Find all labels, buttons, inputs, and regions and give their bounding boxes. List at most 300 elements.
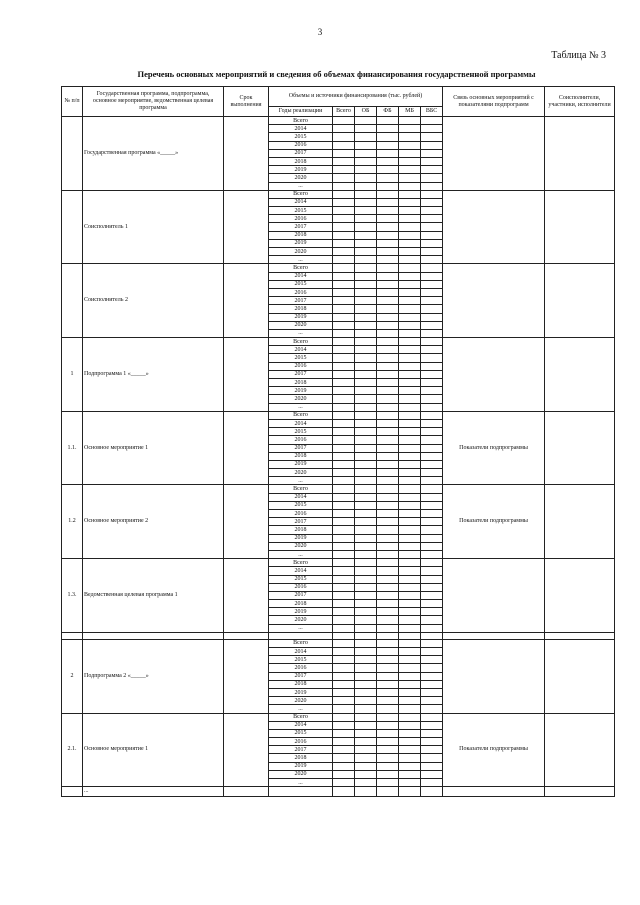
funding-cell [333,354,355,362]
funding-cell [377,656,399,664]
funding-cell [355,403,377,411]
funding-cell [333,526,355,534]
empty-cell [545,787,615,797]
funding-cell [377,362,399,370]
funding-cell [355,149,377,157]
funding-cell [399,713,421,721]
row-number [62,264,83,338]
row-term [224,713,269,787]
funding-cell [355,297,377,305]
funding-cell [355,591,377,599]
funding-cell [355,664,377,672]
funding-cell [399,452,421,460]
row-year: 2014 [269,419,333,427]
funding-cell [333,460,355,468]
funding-cell [399,141,421,149]
funding-cell [355,688,377,696]
row-year: 2018 [269,680,333,688]
funding-cell [399,264,421,272]
funding-cell [333,198,355,206]
funding-cell [421,779,443,787]
row-indicator-link: Показатели подпрограммы [443,485,545,559]
funding-cell [355,362,377,370]
funding-cell [421,411,443,419]
row-year: 2015 [269,354,333,362]
funding-cell [355,575,377,583]
funding-cell [399,779,421,787]
funding-cell [333,346,355,354]
funding-cell [377,477,399,485]
row-number [62,190,83,264]
row-indicator-link [443,639,545,713]
funding-cell [399,550,421,558]
funding-cell [355,313,377,321]
funding-cell [399,485,421,493]
row-year: 2018 [269,452,333,460]
funding-cell [377,493,399,501]
funding-cell [421,305,443,313]
funding-cell [377,444,399,452]
funding-cell [421,329,443,337]
funding-cell [333,770,355,778]
funding-cell [377,354,399,362]
row-program-name: Основное мероприятие 2 [83,485,224,559]
row-indicator-link [443,338,545,412]
funding-cell [377,346,399,354]
continuation-mark: ... [83,787,224,797]
funding-cell [333,713,355,721]
funding-cell [421,379,443,387]
row-year: 2014 [269,648,333,656]
funding-cell [421,149,443,157]
empty-cell [421,787,443,797]
funding-cell [421,223,443,231]
row-year: 2020 [269,616,333,624]
row-indicator-link [443,117,545,191]
funding-cell [333,600,355,608]
funding-cell [355,550,377,558]
funding-cell [333,729,355,737]
row-year: 2020 [269,542,333,550]
row-year: 2015 [269,729,333,737]
funding-cell [333,239,355,247]
row-year: 2018 [269,379,333,387]
funding-cell [377,338,399,346]
empty-cell [443,787,545,797]
empty-cell [377,632,399,639]
row-year: 2015 [269,575,333,583]
funding-cell [399,305,421,313]
funding-cell [355,133,377,141]
funding-cell [421,648,443,656]
funding-cell [333,166,355,174]
funding-cell [333,436,355,444]
funding-cell [421,656,443,664]
funding-cell [421,198,443,206]
funding-cell [377,305,399,313]
funding-cell [377,672,399,680]
funding-cell [333,182,355,190]
funding-cell [421,280,443,288]
funding-cell [333,591,355,599]
row-number: 2.1. [62,713,83,787]
funding-cell [377,117,399,125]
funding-cell [333,705,355,713]
row-year: 2017 [269,591,333,599]
funding-cell [355,469,377,477]
funding-cell [377,157,399,165]
row-year: 2014 [269,198,333,206]
row-year: 2016 [269,215,333,223]
funding-cell [333,149,355,157]
row-indicator-link [443,190,545,264]
funding-cell [355,239,377,247]
funding-cell [355,280,377,288]
funding-cell [377,591,399,599]
funding-cell [421,608,443,616]
funding-cell [399,198,421,206]
header-program: Государственная программа, подпрограмма, основное мероприятие, ведомственная целевая программа [83,87,224,117]
row-program-name: Основное мероприятие 1 [83,411,224,485]
funding-cell [355,485,377,493]
funding-cell [421,239,443,247]
funding-cell [377,280,399,288]
row-number: 1.1. [62,411,83,485]
funding-cell [333,428,355,436]
funding-cell [355,231,377,239]
funding-cell [377,510,399,518]
row-year: ... [269,705,333,713]
row-executors [545,411,615,485]
row-year: 2015 [269,501,333,509]
funding-cell [377,518,399,526]
funding-cell [399,510,421,518]
funding-cell [377,215,399,223]
funding-cell [355,387,377,395]
funding-cell [333,648,355,656]
funding-cell [355,639,377,647]
row-year: 2019 [269,239,333,247]
empty-cell [83,632,224,639]
funding-cell [399,477,421,485]
row-year: Всего [269,713,333,721]
funding-cell [421,559,443,567]
empty-cell [545,632,615,639]
header-fb: ФБ [377,107,399,117]
table-row [62,485,615,493]
funding-cell [399,460,421,468]
funding-cell [421,215,443,223]
funding-cell [421,477,443,485]
row-term [224,485,269,559]
funding-cell [333,469,355,477]
row-year: 2015 [269,207,333,215]
row-year: 2019 [269,688,333,696]
funding-cell [399,288,421,296]
row-executors [545,264,615,338]
row-term [224,639,269,713]
row-year: ... [269,550,333,558]
funding-cell [355,125,377,133]
funding-cell [377,648,399,656]
funding-cell [355,411,377,419]
funding-cell [355,779,377,787]
funding-cell [333,697,355,705]
funding-cell [377,746,399,754]
empty-cell [224,632,269,639]
funding-cell [333,411,355,419]
row-year: 2019 [269,460,333,468]
row-indicator-link [443,559,545,633]
funding-cell [399,624,421,632]
funding-cell [377,239,399,247]
row-year: Всего [269,264,333,272]
funding-cell [333,567,355,575]
funding-cell [421,419,443,427]
row-year: ... [269,779,333,787]
funding-cell [399,157,421,165]
funding-cell [399,608,421,616]
funding-cell [421,672,443,680]
row-year: 2014 [269,125,333,133]
funding-cell [355,215,377,223]
funding-cell [355,338,377,346]
funding-cell [399,518,421,526]
row-term [224,264,269,338]
funding-cell [399,493,421,501]
row-year: 2015 [269,280,333,288]
funding-cell [377,419,399,427]
row-executors [545,639,615,713]
row-year: 2020 [269,321,333,329]
funding-cell [377,729,399,737]
funding-cell [399,656,421,664]
funding-cell [355,223,377,231]
row-program-name: Ведомственная целевая программа 1 [83,559,224,633]
funding-cell [377,379,399,387]
funding-cell [355,770,377,778]
funding-cell [377,207,399,215]
funding-cell [377,248,399,256]
funding-cell [399,190,421,198]
funding-cell [399,567,421,575]
row-executors [545,485,615,559]
funding-cell [355,346,377,354]
funding-cell [333,362,355,370]
funding-cell [333,321,355,329]
funding-cell [399,616,421,624]
funding-cell [399,117,421,125]
funding-cell [333,305,355,313]
header-years: Годы реализации [269,107,333,117]
empty-cell [377,787,399,797]
row-year: 2015 [269,656,333,664]
funding-cell [421,550,443,558]
row-year: 2016 [269,510,333,518]
funding-cell [377,198,399,206]
empty-cell [333,787,355,797]
funding-cell [399,272,421,280]
row-program-name: Соисполнитель 2 [83,264,224,338]
funding-cell [421,469,443,477]
table-row [62,559,615,567]
funding-cell [333,231,355,239]
row-indicator-link: Показатели подпрограммы [443,713,545,787]
funding-cell [399,729,421,737]
row-year: 2017 [269,297,333,305]
funding-cell [421,713,443,721]
header-vbs: ВБС [421,107,443,117]
row-year: 2014 [269,721,333,729]
funding-cell [333,133,355,141]
funding-cell [399,542,421,550]
funding-cell [399,738,421,746]
row-year: 2015 [269,133,333,141]
funding-cell [421,680,443,688]
funding-cell [333,485,355,493]
funding-cell [421,518,443,526]
funding-cell [399,469,421,477]
funding-cell [399,688,421,696]
funding-cell [355,395,377,403]
funding-cell [377,428,399,436]
funding-cell [377,125,399,133]
funding-cell [333,280,355,288]
funding-cell [333,583,355,591]
funding-cell [399,444,421,452]
row-year: 2019 [269,387,333,395]
funding-cell [355,248,377,256]
funding-cell [333,338,355,346]
row-year: 2020 [269,469,333,477]
funding-cell [333,452,355,460]
funding-cell [421,297,443,305]
row-executors [545,338,615,412]
funding-cell [355,288,377,296]
funding-cell [399,362,421,370]
funding-cell [421,248,443,256]
funding-cell [399,387,421,395]
funding-cell [333,518,355,526]
row-year: Всего [269,639,333,647]
empty-cell [421,632,443,639]
row-year: 2020 [269,395,333,403]
funding-cell [399,174,421,182]
funding-cell [421,485,443,493]
funding-cell [421,697,443,705]
funding-cell [421,444,443,452]
funding-cell [377,583,399,591]
funding-cell [333,117,355,125]
funding-cell [333,264,355,272]
row-term [224,559,269,633]
header-executors: Соисполнители, участники, исполнители [545,87,615,117]
funding-cell [377,680,399,688]
funding-cell [355,379,377,387]
funding-cell [399,379,421,387]
funding-cell [399,762,421,770]
funding-cell [377,762,399,770]
funding-cell [333,639,355,647]
row-year: 2014 [269,567,333,575]
row-year: 2019 [269,534,333,542]
header-funding: Объемы и источники финансирования (тыс. рублей) [269,87,443,107]
row-year: 2017 [269,518,333,526]
funding-cell [421,567,443,575]
funding-cell [333,738,355,746]
funding-cell [377,182,399,190]
funding-cell [355,680,377,688]
funding-cell [399,672,421,680]
funding-cell [421,182,443,190]
funding-cell [377,664,399,672]
funding-cell [421,264,443,272]
funding-cell [421,313,443,321]
funding-cell [399,182,421,190]
funding-cell [355,370,377,378]
row-year: 2018 [269,526,333,534]
funding-cell [421,370,443,378]
funding-cell [333,215,355,223]
empty-cell [399,787,421,797]
funding-cell [333,746,355,754]
funding-cell [421,436,443,444]
row-term [224,338,269,412]
funding-cell [421,157,443,165]
funding-cell [333,223,355,231]
separator-row [62,632,615,639]
funding-cell [333,297,355,305]
funding-cell [377,639,399,647]
row-year: 2016 [269,664,333,672]
funding-cell [333,664,355,672]
funding-cell [333,608,355,616]
funding-cell [421,705,443,713]
row-year: 2019 [269,608,333,616]
funding-cell [377,190,399,198]
funding-cell [333,395,355,403]
empty-cell [224,787,269,797]
funding-cell [355,746,377,754]
row-year: 2016 [269,738,333,746]
row-year: 2019 [269,762,333,770]
funding-cell [421,133,443,141]
funding-cell [399,534,421,542]
table-row [62,411,615,419]
table-row [62,338,615,346]
empty-cell [333,632,355,639]
row-year: 2018 [269,754,333,762]
funding-cell [421,321,443,329]
funding-cell [355,754,377,762]
table-label: Таблица № 3 [551,50,606,61]
funding-cell [377,313,399,321]
funding-cell [421,288,443,296]
funding-cell [355,428,377,436]
funding-cell [377,452,399,460]
row-year: Всего [269,411,333,419]
funding-cell [355,321,377,329]
row-year: 2020 [269,770,333,778]
row-executors [545,713,615,787]
row-year: 2017 [269,370,333,378]
funding-cell [333,550,355,558]
funding-cell [377,616,399,624]
funding-cell [355,166,377,174]
empty-cell [62,632,83,639]
funding-cell [421,452,443,460]
funding-cell [355,762,377,770]
